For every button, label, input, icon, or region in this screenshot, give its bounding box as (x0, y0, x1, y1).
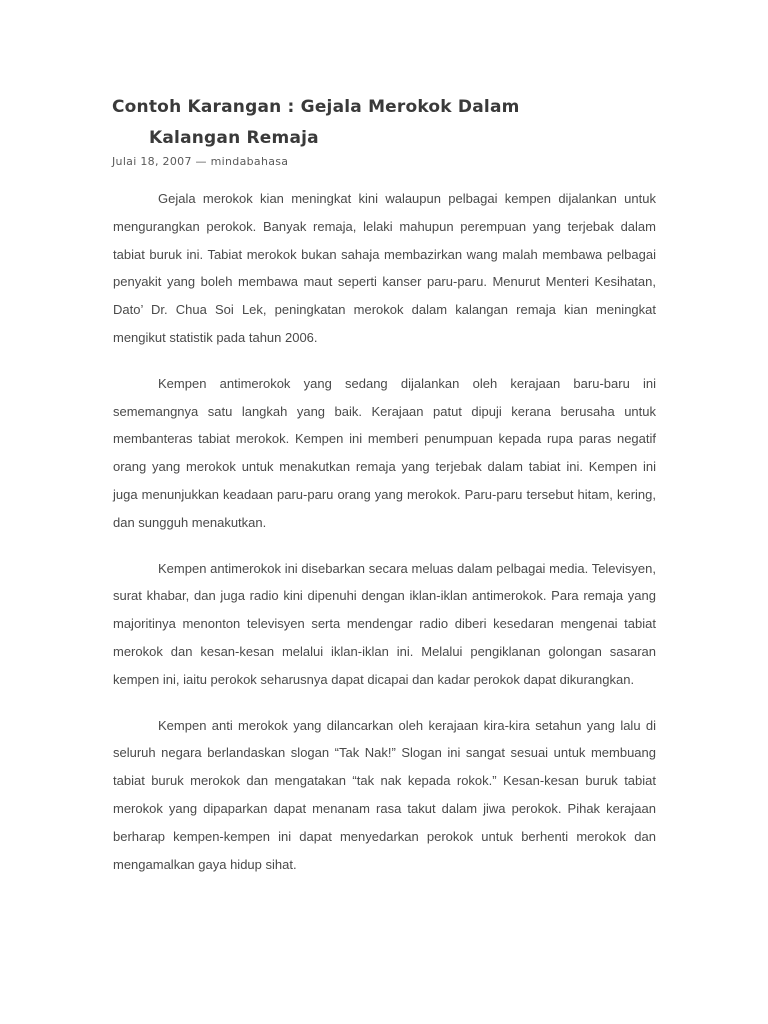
article-title-line-1: Contoh Karangan : Gejala Merokok Dalam (112, 97, 520, 117)
paragraph-1: Gejala merokok kian meningkat kini walaupun pelbagai kempen dijalankan untuk mengurangkan perokok. Banyak remaja, lelaki mahupun perempuan yang terjebak dalam tabiat buruk ini. Tabiat merokok bukan sahaja membazirkan wang malah membawa pelbagai penyakit yang boleh membawa maut seperti kanser paru-paru. Menurut Menteri Kesihatan, Dato’ Dr. Chua Soi Lek, peningkatan merokok dalam kalangan remaja kian meningkat mengikut statistik pada tahun 2006. (113, 191, 656, 345)
article-title (112, 92, 520, 154)
article-title-line-2: Kalangan Remaja (149, 128, 319, 148)
paragraph-3: Kempen antimerokok ini disebarkan secara meluas dalam pelbagai media. Televisyen, surat khabar, dan juga radio kini dipenuhi dengan iklan-iklan antimerokok. Para remaja yang majoritinya menonton televisyen serta mendengar radio diberi kesedaran mengenai tabiat merokok dan kesan-kesan melalui iklan-iklan ini. Melalui pengiklanan golongan sasaran kempen ini, iaitu perokok seharusnya dapat dicapai dan kadar perokok dapat dikurangkan. (113, 560, 656, 687)
paragraph-2: Kempen antimerokok yang sedang dijalankan oleh kerajaan baru-baru ini sememangnya satu langkah yang baik. Kerajaan patut dipuji kerana berusaha untuk membanteras tabiat merokok. Kempen ini memberi penumpuan kepada rupa paras negatif orang yang merokok untuk menakutkan remaja yang terjebak dalam tabiat ini. Kempen ini juga menunjukkan keadaan paru-paru orang yang merokok. Paru-paru tersebut hitam, kering, dan sungguh menakutkan. (113, 375, 656, 530)
article-date: Julai 18, 2007 (112, 155, 192, 168)
article-body (113, 185, 656, 896)
article-author: mindabahasa (210, 155, 289, 168)
meta-separator: — (195, 155, 207, 168)
article-meta (112, 155, 288, 168)
paragraph-4: Kempen anti merokok yang dilancarkan oleh kerajaan kira-kira setahun yang lalu di seluruh negara berlandaskan slogan “Tak Nak!” Slogan ini sangat sesuai untuk membuang tabiat buruk merokok dan mengatakan “tak nak kepada rokok.” Kesan-kesan buruk tabiat merokok yang dipaparkan dapat menanam rasa takut dalam jiwa perokok. Pihak kerajaan berharap kempen-kempen ini dapat menyedarkan perokok untuk berhenti merokok dan mengamalkan gaya hidup sihat. (113, 717, 656, 872)
